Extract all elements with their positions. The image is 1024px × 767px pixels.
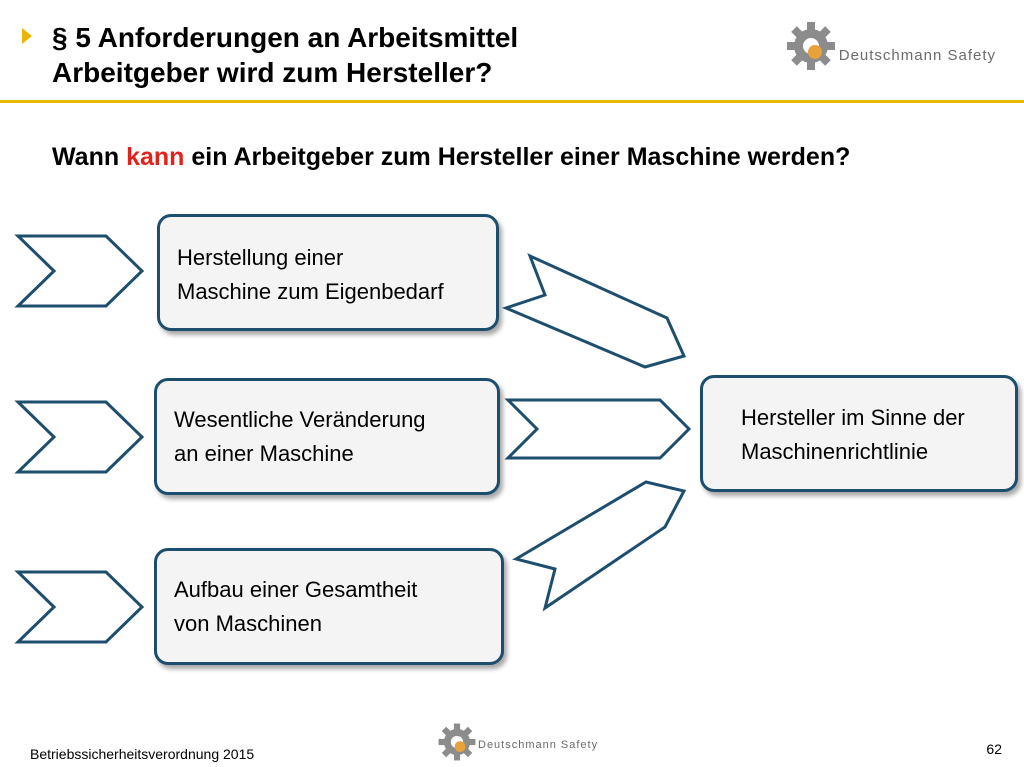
page-number: 62 bbox=[986, 741, 1002, 757]
connector-arrow-top bbox=[506, 256, 684, 367]
title-line-1: § 5 Anforderungen an Arbeitsmittel bbox=[52, 22, 519, 53]
gear-icon bbox=[437, 722, 477, 762]
question-text-before: Wann bbox=[52, 143, 127, 171]
chevron-arrow-1 bbox=[18, 236, 142, 306]
source-box-3 bbox=[154, 548, 504, 665]
target-box bbox=[700, 375, 1018, 492]
source-box-2 bbox=[154, 378, 500, 495]
source-box-1-line-1: Herstellung einer bbox=[177, 245, 344, 270]
source-box-2-line-1: Wesentliche Veränderung bbox=[174, 407, 426, 432]
footer-logo-text: Deutschmann Safety bbox=[478, 739, 599, 751]
source-box-1 bbox=[157, 214, 499, 331]
target-box-line-2: Maschinenrichtlinie bbox=[741, 439, 929, 464]
title-line-2: Arbeitgeber wird zum Hersteller? bbox=[52, 57, 493, 88]
source-box-3-line-2: von Maschinen bbox=[174, 611, 322, 636]
chevron-arrow-3 bbox=[18, 572, 142, 642]
footer-text: Betriebssicherheitsverordnung 2015 bbox=[30, 746, 255, 762]
target-box-line-1: Hersteller im Sinne der bbox=[741, 405, 965, 430]
logo-text: Deutschmann Safety bbox=[838, 46, 996, 64]
footer-logo bbox=[437, 722, 598, 762]
source-box-2-line-2: an einer Maschine bbox=[174, 441, 354, 466]
source-box-3-line-1: Aufbau einer Gesamtheit bbox=[174, 577, 418, 602]
question-text-after: ein Arbeitgeber zum Hersteller einer Maschine werden? bbox=[184, 143, 851, 171]
chevron-arrow-2 bbox=[18, 402, 142, 472]
question-highlight: kann bbox=[126, 143, 185, 171]
source-box-1-line-2: Maschine zum Eigenbedarf bbox=[177, 279, 444, 304]
connector-arrow-bottom bbox=[516, 482, 684, 608]
connector-arrow-middle bbox=[508, 400, 689, 458]
